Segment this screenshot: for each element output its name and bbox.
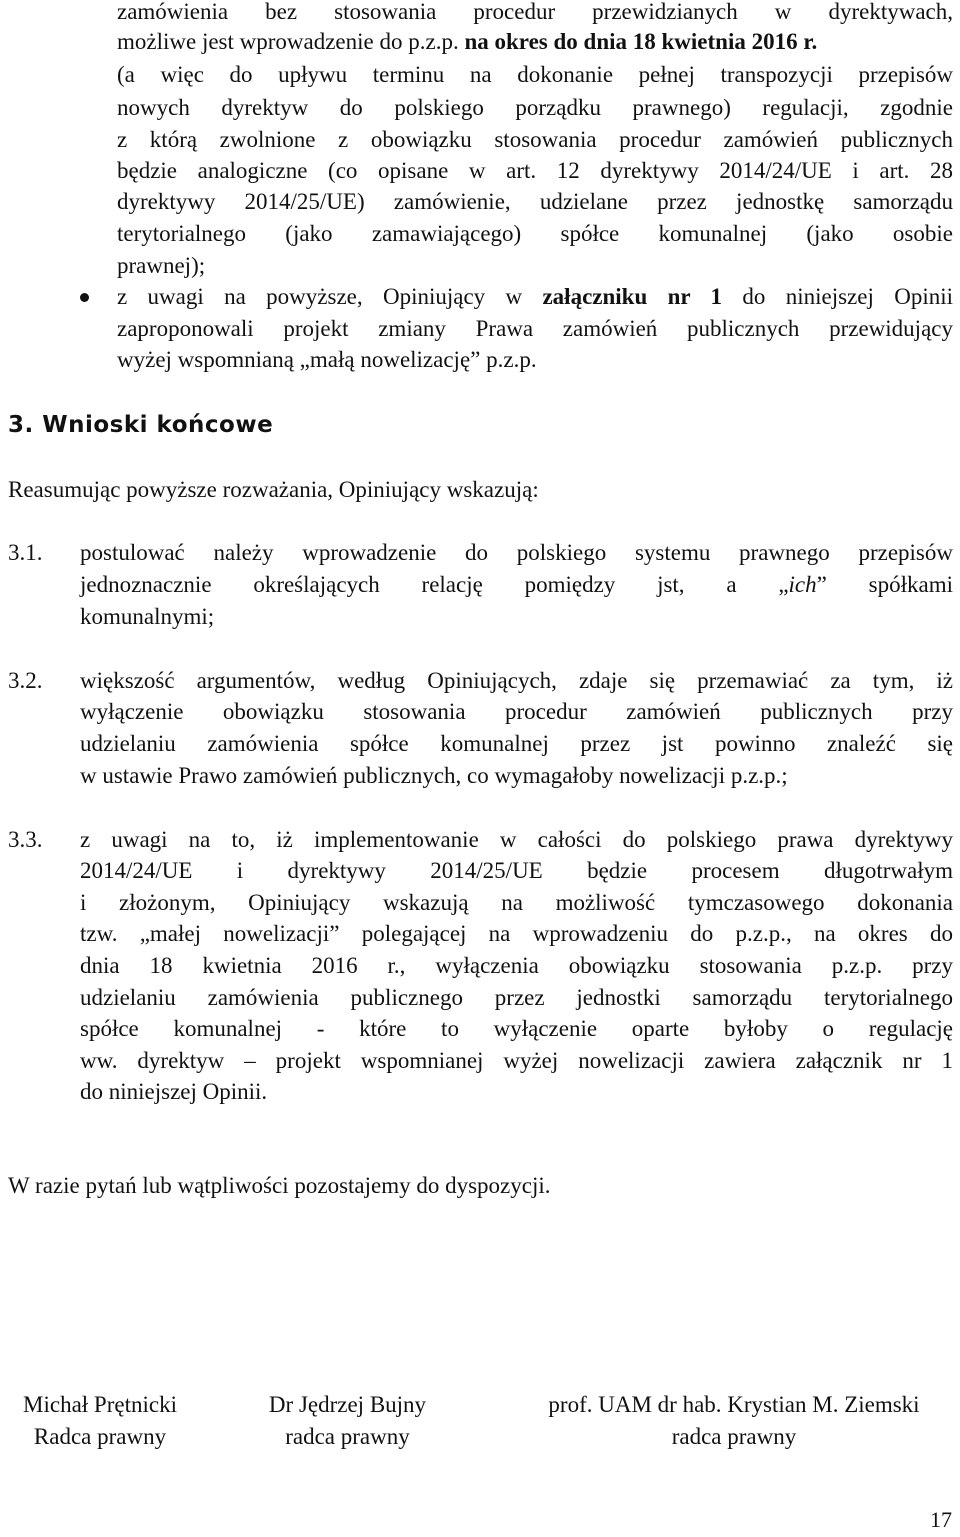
bullet-line-2: zaproponowali projekt zmiany Prawa zamówień publicznych przewidujący <box>117 316 953 341</box>
signatory-name: Michał Prętnicki <box>23 1392 177 1417</box>
signatory-title: Radca prawny <box>33 1424 167 1449</box>
item-3-3-line-3: i złożonym, Opiniujący wskazują na możliwość tymczasowego dokonania <box>80 890 953 915</box>
bullet-line-3: wyżej wspomnianą „małą nowelizację” p.z.p. <box>117 347 537 372</box>
page-number: 17 <box>930 1507 952 1532</box>
bullet-line-1 <box>117 282 953 312</box>
item-3-3-line-6: udzielaniu zamówienia publicznego przez jednostki samorządu terytorialnego <box>80 985 953 1010</box>
item-3-1-line-3: komunalnymi; <box>80 604 215 629</box>
item-3-2-line-1: większość argumentów, według Opiniujących, zdaje się przemawiać za tym, iż <box>80 668 953 693</box>
signature-block-1 <box>0 1389 200 1453</box>
signatory-title: radca prawny <box>671 1424 797 1449</box>
signature-block-2 <box>240 1389 455 1453</box>
item-3-3-line-1: z uwagi na to, iż implementowanie w całości do polskiego prawa dyrektywy <box>80 827 953 852</box>
signatory-name: prof. UAM dr hab. Krystian M. Ziemski <box>548 1392 920 1417</box>
intro-line-2 <box>117 27 953 57</box>
signature-block-3 <box>508 1389 960 1453</box>
item-3-3-line-2: 2014/24/UE i dyrektywy 2014/25/UE będzie procesem długotrwałym <box>80 858 953 883</box>
item-3-1-line-2-c: ” spółkami <box>816 572 953 597</box>
item-number-3-2: 3.2. <box>8 668 43 693</box>
intro-line-8: terytorialnego (jako zamawiającego) spółce komunalnej (jako osobie <box>117 221 953 246</box>
intro-line-7: dyrektywy 2014/25/UE) zamówienie, udzielane przez jednostkę samorządu <box>117 189 953 214</box>
item-3-2-line-4: w ustawie Prawo zamówień publicznych, co wymagałoby nowelizacji p.z.p.; <box>80 763 788 788</box>
bullet-icon <box>80 293 89 302</box>
intro-line-5: z którą zwolnione z obowiązku stosowania procedur zamówień publicznych <box>117 127 953 152</box>
intro-deadline-bold: na okres do dnia 18 kwietnia 2016 r. <box>464 29 818 54</box>
section-intro: Reasumując powyższe rozważania, Opiniujący wskazują: <box>8 477 539 502</box>
item-3-1-line-1: postulować należy wprowadzenie do polskiego systemu prawnego przepisów <box>80 540 953 565</box>
item-3-1-line-2 <box>80 570 953 600</box>
bullet-line-1-a: z uwagi na powyższe, Opiniujący w <box>117 284 543 309</box>
intro-line-3: (a więc do upływu terminu na dokonanie pełnej transpozycji przepisów <box>117 62 953 87</box>
item-3-1-line-2-a: jednoznacznie określających relację pomiędzy jst, a „ <box>80 572 789 597</box>
intro-line-2-text: możliwe jest wprowadzenie do p.z.p. <box>117 29 465 54</box>
intro-line-6: będzie analogiczne (co opisane w art. 12 dyrektywy 2014/24/UE i art. 28 <box>117 158 953 183</box>
bullet-line-1-c: do niniejszej Opinii <box>722 284 953 309</box>
item-3-2-line-3: udzielaniu zamówienia spółce komunalnej przez jst powinno znaleźć się <box>80 731 953 756</box>
intro-line-9: prawnej); <box>117 253 206 278</box>
item-3-3-line-7: spółce komunalnej - które to wyłączenie oparte byłoby o regulację <box>80 1016 953 1041</box>
item-3-3-line-8: ww. dyrektyw – projekt wspomnianej wyżej nowelizacji zawiera załącznik nr 1 <box>80 1048 953 1073</box>
section-heading: 3. Wnioski końcowe <box>8 412 274 438</box>
signatory-title: radca prawny <box>285 1424 410 1449</box>
signatory-name: Dr Jędrzej Bujny <box>268 1392 427 1417</box>
item-3-1-italic: ich <box>788 572 817 597</box>
item-number-3-3: 3.3. <box>8 827 43 852</box>
item-3-3-line-9: do niniejszej Opinii. <box>80 1079 268 1104</box>
intro-line-4: nowych dyrektyw do polskiego porządku prawnego) regulacji, zgodnie <box>117 95 953 120</box>
item-3-3-line-5: dnia 18 kwietnia 2016 r., wyłączenia obowiązku stosowania p.z.p. przy <box>80 953 953 978</box>
item-number-3-1: 3.1. <box>8 540 43 565</box>
closing-sentence: W razie pytań lub wątpliwości pozostajemy do dyspozycji. <box>8 1173 551 1198</box>
item-3-2-line-2: wyłączenie obowiązku stosowania procedur zamówień publicznych przy <box>80 699 953 724</box>
intro-line-1: zamówienia bez stosowania procedur przewidzianych w dyrektywach, <box>117 0 953 24</box>
item-3-3-line-4: tzw. „małej nowelizacji” polegającej na wprowadzeniu do p.z.p., na okres do <box>80 921 953 946</box>
attachment-reference: załączniku nr 1 <box>542 284 723 309</box>
